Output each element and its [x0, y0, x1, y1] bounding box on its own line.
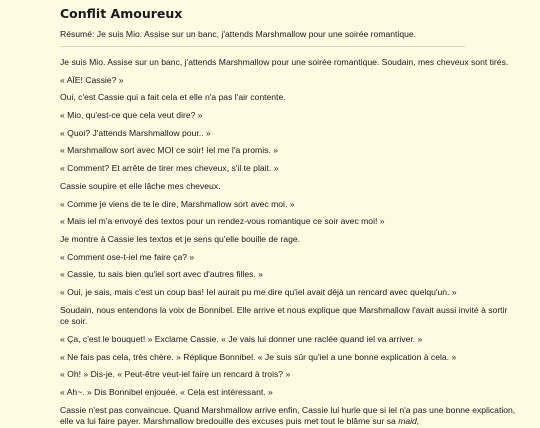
story-paragraph: « Comme je viens de te le dire, Marshmallow sort avec moi. » — [60, 198, 295, 209]
story-paragraph: « Comment ose-t-iel me faire ça? » — [60, 251, 195, 262]
story-paragraph: « Oui, je sais, mais c'est un coup bas! Iel aurait pu me dire qu'iel avait déjà un rencard avec quelqu'un. » — [60, 286, 457, 297]
story-paragraph: Cassie soupire et elle lâche mes cheveux. — [60, 180, 221, 191]
story-paragraph: « Ah~. » Dis Bonnibel enjouée. « Cela est intéressant. » — [60, 386, 273, 397]
story-paragraph: « Marshmallow sort avec MOI ce soir! Iel me l'a promis. » — [60, 145, 278, 156]
story-paragraph: « Ne fais pas cela, très chère. » Réplique Bonnibel. « Je suis sûr qu'iel a une bonne explication à cela. » — [60, 351, 457, 362]
story-paragraph: « Ça, c'est le bouquet! » Exclame Cassie. « Je vais lui donner une raclée quand iel va arriver. » — [60, 333, 423, 344]
story-paragraph: « Cassie, tu sais bien qu'iel sort avec d'autres filles. » — [60, 269, 263, 280]
story-summary: Résumé: Je suis Mio. Assise sur un banc, j'attends Marshmallow pour une soirée romantique. — [60, 29, 417, 39]
story-paragraph: « Mais iel m'a envoyé des textos pour un rendez-vous romantique ce soir avec moi! » — [60, 216, 385, 227]
story-paragraph: « Mio, qu'est-ce que cela veut dire? » — [60, 110, 203, 121]
divider — [60, 46, 465, 47]
story-title: Conflit Amoureux — [60, 6, 183, 21]
story-italic-word: maid, — [398, 416, 420, 427]
story-paragraph: Je suis Mio. Assise sur un banc, j'attends Marshmallow pour une soirée romantique. Soudain, mes cheveux sont tirés. — [60, 57, 509, 67]
story-paragraph: « AÏE! Cassie? » — [60, 74, 124, 85]
story-paragraph-text: Cassie n'est pas convaincue. Quand Marshmallow arrive enfin, Cassie lui hurle que si iel n'a pas une bonne explication, elle va lui faire payer. Marshmallow bredouille des excuses puis met tout le blâme sur sa — [60, 404, 516, 427]
story-paragraph: « Oh! » Dis-je. « Peut-être veut-iel faire un rencard à trois? » — [60, 369, 291, 380]
story-paragraph: « Quoi? J'attends Marshmallow pour.. » — [60, 127, 211, 138]
story-paragraph-last — [60, 405, 518, 428]
story-paragraph: « Comment? Et arrête de tirer mes cheveux, s'il te plait. » — [60, 163, 279, 174]
story-paragraph: Oui, c'est Cassie qui a fait cela et elle n'a pas l'air contente. — [60, 92, 286, 103]
story-paragraph: Soudain, nous entendons la voix de Bonnibel. Elle arrive et nous explique que Marshmallow l'avait aussi invité à sortir ce soir. — [60, 304, 508, 327]
story-body — [60, 57, 528, 428]
story-paragraph: Je montre à Cassie les textos et je sens qu'elle bouille de rage. — [60, 233, 301, 244]
